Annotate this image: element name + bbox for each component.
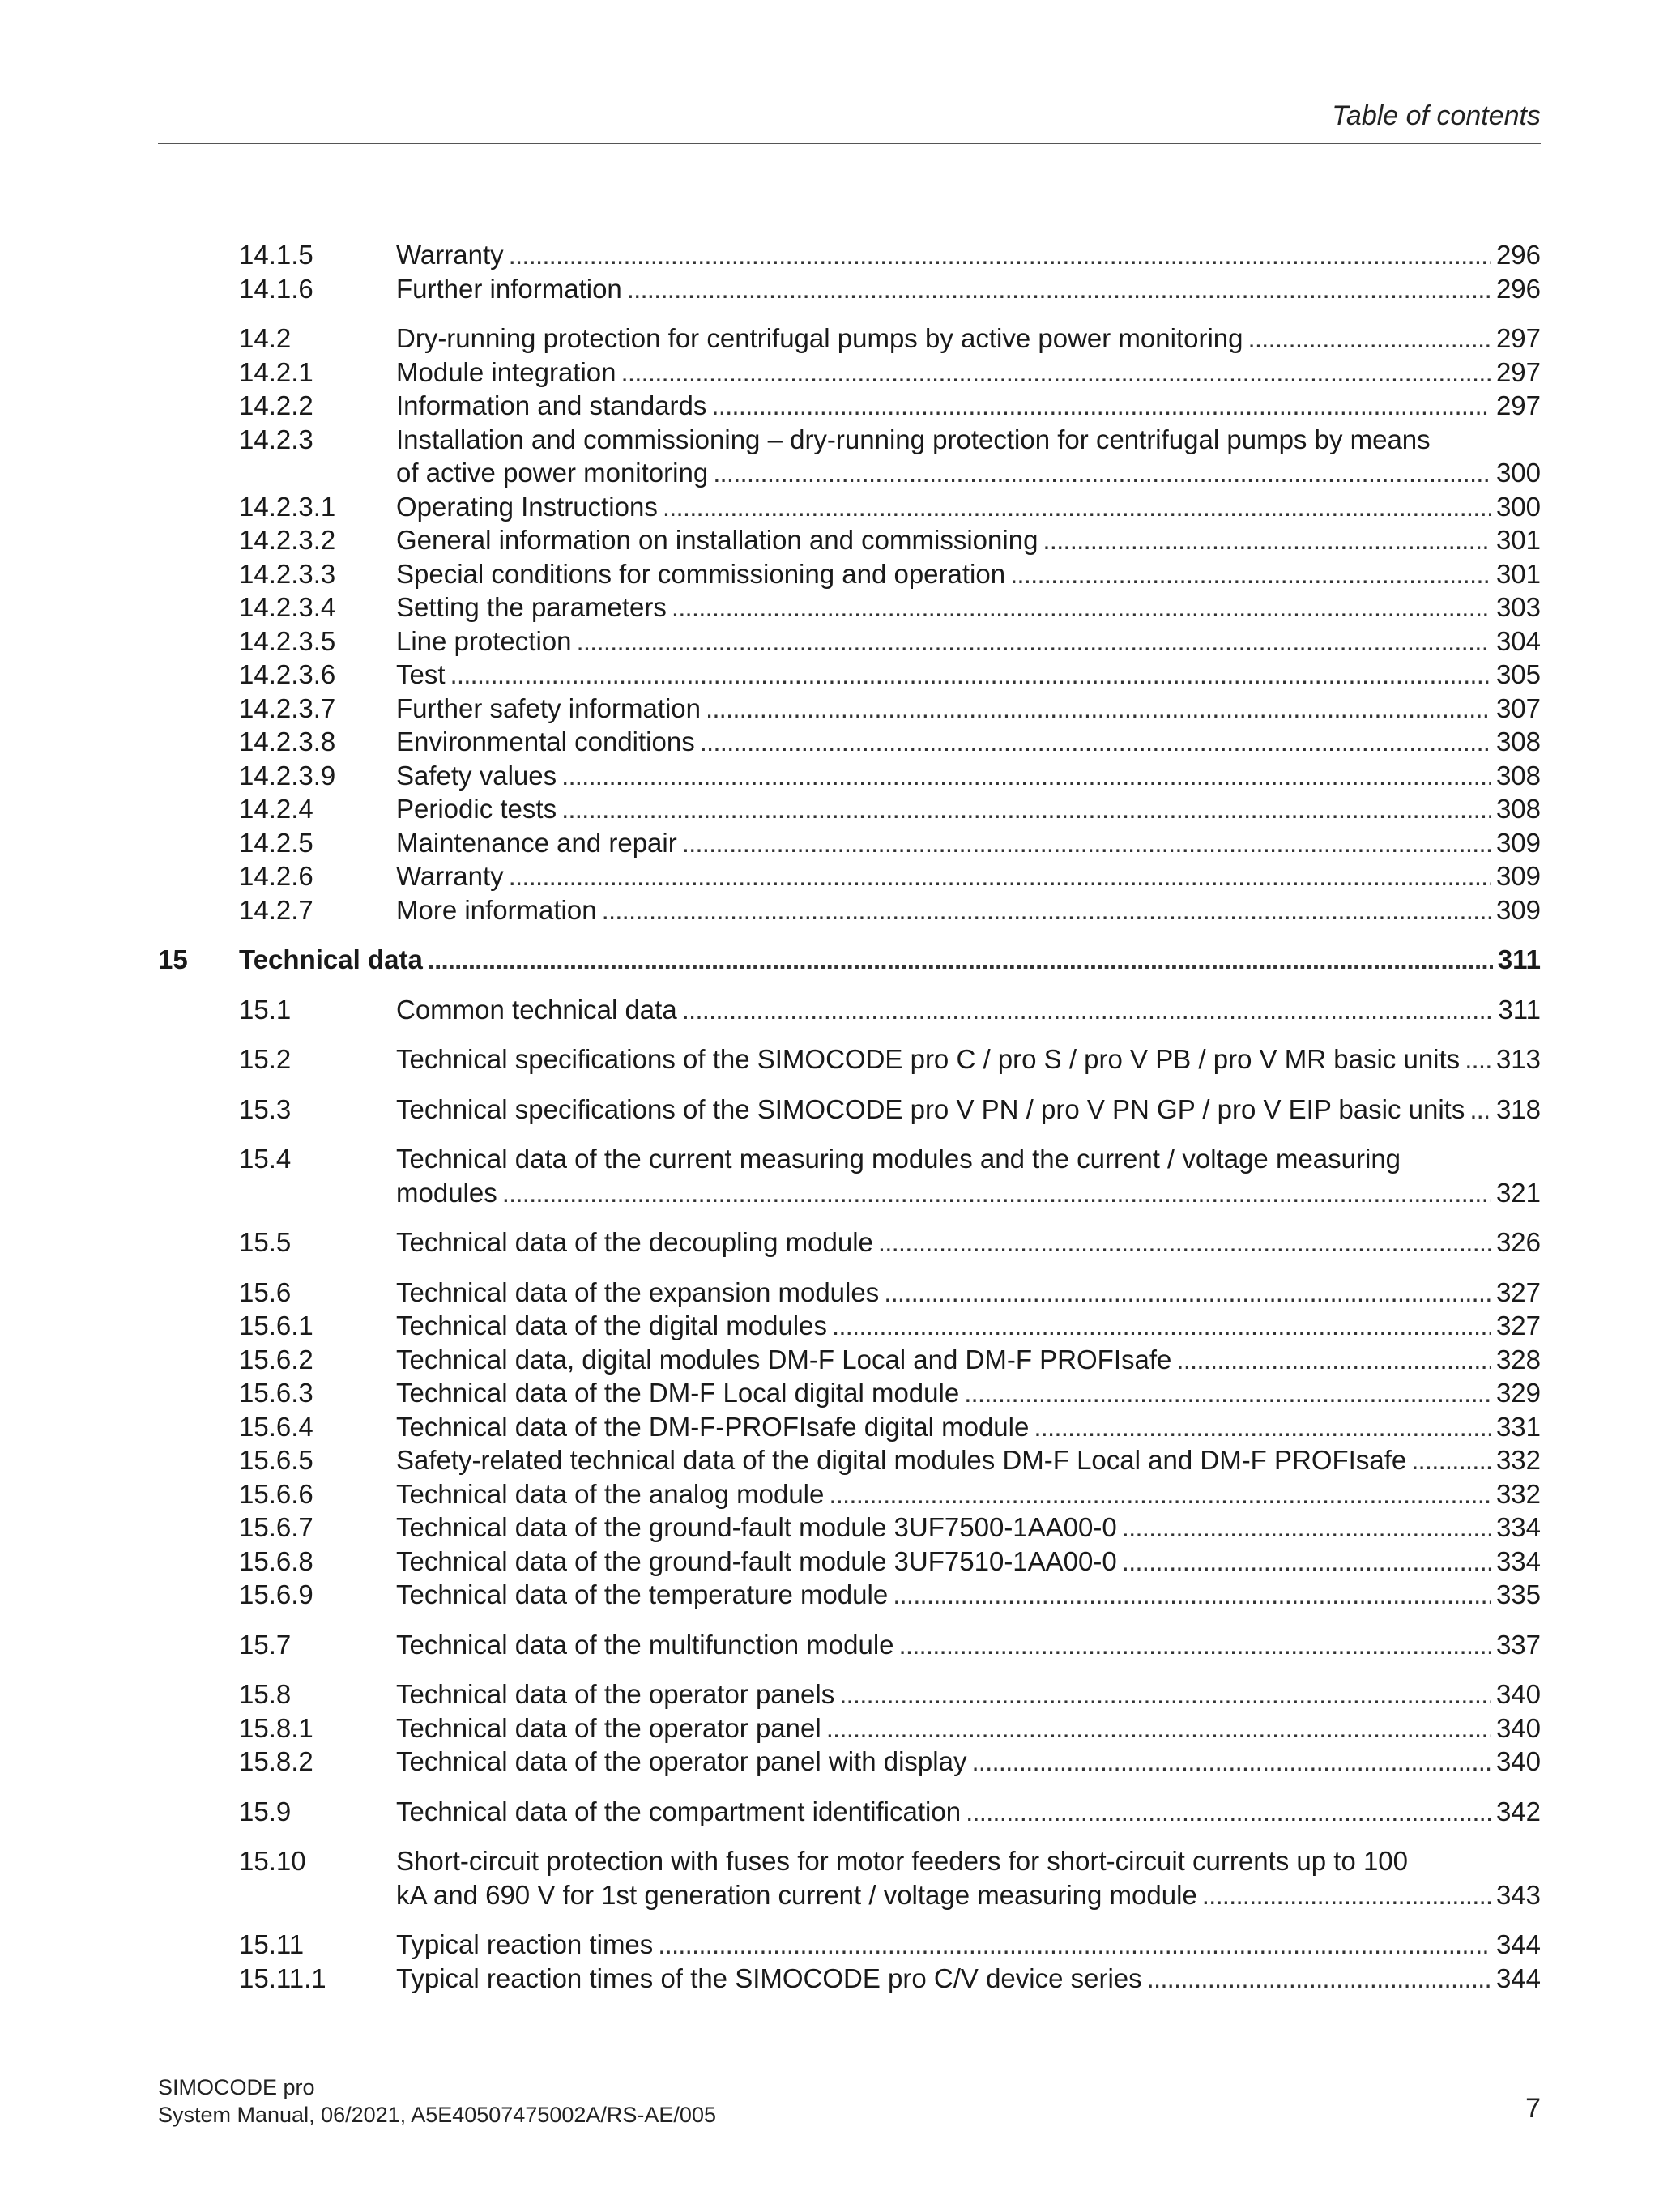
toc-entry[interactable] [158,1745,1541,1779]
toc-entry-page: 329 [1495,1378,1541,1408]
toc-entry-title: Dry-running protection for centrifugal pumps by active power monitoring [396,323,1243,353]
header-title: Table of contents [1332,100,1541,131]
toc-entry-title: Setting the parameters [396,592,667,622]
toc-entry-number: 15.6.9 [239,1579,313,1609]
toc-chapter-entry[interactable] [158,943,1541,977]
toc-entry-title: Technical data of the operator panel with display [396,1746,967,1776]
toc-entry-page: 335 [1495,1579,1541,1609]
toc-entry[interactable] [158,1376,1541,1410]
toc-entry-page: 297 [1495,323,1541,353]
toc-entry[interactable] [158,1711,1541,1745]
toc-entry-title: Environmental conditions [396,727,695,757]
toc-entry-page: 309 [1495,861,1541,891]
toc-entry-number: 14.2.3.5 [239,625,336,656]
toc-entry[interactable] [158,1142,1541,1209]
toc-entry-page: 327 [1495,1311,1541,1340]
toc-entry-number: 14.2.5 [239,827,313,858]
toc-entry-title: Further information [396,273,622,304]
toc-entry-page: 300 [1495,491,1541,522]
toc-entry[interactable] [158,859,1541,893]
toc-entry-page: 309 [1495,827,1541,858]
toc-entry-number: 14.2.3.6 [239,659,336,689]
toc-entry[interactable] [158,238,1541,272]
toc-entry-number: 15.1 [239,994,292,1025]
toc-entry-title: Special conditions for commissioning and operation [396,558,1006,589]
toc-entry-page: 300 [1495,458,1541,488]
toc-entry-page: 337 [1495,1629,1541,1660]
toc-entry-page: 305 [1495,659,1541,689]
toc-entry-number: 14.2.3.7 [239,693,336,723]
footer-manual-info: System Manual, 06/2021, A5E40507475002A/RS-AE/005 [158,2103,716,2127]
toc-entry-number: 14.2.1 [239,356,313,387]
toc-entry-page: 304 [1495,625,1541,656]
toc-entry[interactable] [158,389,1541,423]
toc-chapter-page: 311 [1497,944,1541,974]
toc-entry-page: 340 [1495,1679,1541,1709]
toc-entry-page: 332 [1495,1445,1541,1475]
toc-entry-page: 301 [1495,525,1541,555]
toc-entry-title: Installation and commissioning – dry-running protection for centrifugal pumps by means [396,424,1431,454]
toc-entry[interactable] [158,1225,1541,1259]
header-rule [158,143,1541,144]
toc-entry-title: Periodic tests [396,794,557,824]
toc-entry[interactable] [158,1545,1541,1579]
toc-entry-title: Technical data of the ground-fault module 3UF7500-1AA00-0 [396,1512,1117,1542]
toc-entry-number: 14.2.3.1 [239,491,336,522]
toc-entry-page: 321 [1495,1177,1541,1208]
toc-entry[interactable] [158,272,1541,306]
toc-entry-number: 15.6.6 [239,1478,313,1509]
toc-entry-page: 297 [1495,356,1541,387]
toc-entry-title: Module integration [396,356,616,387]
toc-entry-title: More information [396,894,597,925]
toc-entry-number: 14.2.3.9 [239,760,336,791]
toc-entry-title: Technical data of the digital modules [396,1311,827,1340]
toc-entry-title-continued: of active power monitoring [396,458,709,488]
toc-entry-title: Technical specifications of the SIMOCODE pro C / pro S / pro V PB / pro V MR basic units [396,1044,1461,1074]
toc-entry-title: Test [396,659,446,689]
toc-entry[interactable] [158,1795,1541,1829]
toc-entry-title: Technical data of the compartment identification [396,1796,962,1826]
toc-entry-page: 343 [1495,1879,1541,1910]
toc-entry-number: 15.5 [239,1227,292,1257]
toc-entry-page: 313 [1495,1044,1541,1074]
toc-entry-number: 14.2.3.4 [239,592,336,622]
toc-entry-number: 15.6.1 [239,1311,313,1340]
toc-entry-number: 15.6.5 [239,1445,313,1475]
toc-entry-page: 326 [1495,1227,1541,1257]
toc-entry[interactable] [158,1093,1541,1127]
toc-entry-number: 15.10 [239,1846,306,1876]
toc-entry[interactable] [158,1443,1541,1477]
toc-entry[interactable] [158,322,1541,356]
toc-entry-title: Typical reaction times [396,1929,654,1959]
toc-entry-number: 14.2.7 [239,894,313,925]
toc-entry-number: 14.2.6 [239,861,313,891]
toc-entry-page: 301 [1495,558,1541,589]
toc-entry-page: 340 [1495,1746,1541,1776]
toc-entry-number: 15.8.1 [239,1712,313,1743]
toc-entry[interactable] [158,658,1541,692]
toc-entry-number: 15.11 [239,1929,305,1959]
toc-entry-title: Warranty [396,240,504,270]
toc-entry-title: Technical data of the ground-fault module 3UF7510-1AA00-0 [396,1545,1117,1576]
toc-entry-page: 334 [1495,1512,1541,1542]
toc-entry-page: 327 [1495,1276,1541,1307]
toc-entry[interactable] [158,1343,1541,1377]
toc-entry[interactable] [158,1410,1541,1444]
toc-entry-number: 15.9 [239,1796,292,1826]
toc-entry-number: 15.6.7 [239,1512,313,1542]
toc-entry-title: Technical data of the decoupling module [396,1227,873,1257]
toc-entry-page: 309 [1495,894,1541,925]
toc-entry-title: Technical data of the operator panels [396,1679,835,1709]
toc-entry-title: Safety-related technical data of the digital modules DM-F Local and DM-F PROFIsafe [396,1445,1407,1475]
toc-entry-number: 15.8 [239,1679,292,1709]
toc-entry-title: Technical data of the expansion modules [396,1276,880,1307]
toc-entry-title: Information and standards [396,390,707,420]
toc-entry-page: 308 [1495,727,1541,757]
toc-entry[interactable] [158,1628,1541,1662]
toc-entry-number: 15.3 [239,1093,292,1124]
toc-entry-page: 318 [1495,1093,1541,1124]
toc-entry-page: 307 [1495,693,1541,723]
toc-chapter-number: 15 [158,944,188,974]
toc-entry-number: 14.2.3.8 [239,727,336,757]
toc-entry[interactable] [158,1309,1541,1343]
toc-entry[interactable] [158,624,1541,658]
toc-entry-title: Technical data of the analog module [396,1478,825,1509]
toc-entry[interactable] [158,1276,1541,1310]
toc-entry-number: 15.6.2 [239,1344,313,1375]
toc-entry-title: Technical specifications of the SIMOCODE pro V PN / pro V PN GP / pro V EIP basic units [396,1093,1465,1124]
toc-entry-number: 14.2.2 [239,390,313,420]
toc-entry-title: Technical data of the DM-F Local digital module [396,1378,960,1408]
toc-entry[interactable] [158,893,1541,927]
toc-entry[interactable] [158,725,1541,759]
toc-entry[interactable] [158,1578,1541,1612]
toc-entry-page: 296 [1495,273,1541,304]
toc-entry-number: 14.1.5 [239,240,313,270]
toc-entry[interactable] [158,792,1541,826]
toc-entry-number: 15.2 [239,1044,292,1074]
toc-entry-number: 14.1.6 [239,273,313,304]
toc-entry-title: Technical data of the operator panel [396,1712,821,1743]
toc-entry-page: 344 [1495,1929,1541,1959]
toc-entry-title: Maintenance and repair [396,827,677,858]
toc-entry[interactable] [158,1928,1541,1962]
toc-entry-number: 15.6 [239,1276,292,1307]
toc-entry-number: 14.2.3.3 [239,558,336,589]
toc-entry-title: Technical data, digital modules DM-F Local and DM-F PROFIsafe [396,1344,1172,1375]
toc-entry-page: 308 [1495,794,1541,824]
footer-product: SIMOCODE pro [158,2075,315,2099]
toc-entry[interactable] [158,759,1541,793]
toc-entry[interactable] [158,423,1541,490]
toc-entry[interactable] [158,1511,1541,1545]
toc-entry-page: 344 [1495,1963,1541,1993]
toc-entry[interactable] [158,692,1541,726]
toc-entry-number: 15.6.4 [239,1411,313,1442]
toc-entry[interactable] [158,1844,1541,1912]
toc-entry-page: 328 [1495,1344,1541,1375]
toc-entry-title: Technical data of the temperature module [396,1579,889,1609]
toc-entry-title: Technical data of the current measuring modules and the current / voltage measuring [396,1144,1401,1174]
toc-entry-title-continued: modules [396,1177,497,1208]
toc-entry-number: 14.2.3.2 [239,525,336,555]
toc-entry[interactable] [158,590,1541,624]
toc-entry[interactable] [158,490,1541,524]
toc-entry-title: Line protection [396,625,572,656]
toc-entry[interactable] [158,1477,1541,1511]
toc-entry-number: 15.8.2 [239,1746,313,1776]
toc-entry-page: 342 [1495,1796,1541,1826]
toc-entry-number: 15.6.8 [239,1545,313,1576]
toc-entry-page: 332 [1495,1478,1541,1509]
toc-entry-page: 303 [1495,592,1541,622]
toc-entry-number: 14.2.3 [239,424,313,454]
toc-entry[interactable] [158,523,1541,557]
toc-entry[interactable] [158,993,1541,1027]
toc-chapter-title: Technical data [239,944,423,974]
page-number: 7 [1525,2093,1541,2124]
toc-entry-title: General information on installation and commissioning [396,525,1038,555]
toc-entry-number: 15.6.3 [239,1378,313,1408]
toc-entry-title: Safety values [396,760,557,791]
toc-entry-page: 334 [1495,1545,1541,1576]
toc-entry-number: 14.2 [239,323,292,353]
toc-entry-number: 15.11.1 [239,1963,326,1993]
table-of-contents [158,238,1541,1995]
toc-entry[interactable] [158,1962,1541,1996]
toc-entry-title: Warranty [396,861,504,891]
toc-entry[interactable] [158,557,1541,591]
toc-entry-title: Short-circuit protection with fuses for motor feeders for short-circuit currents up to 100 [396,1846,1409,1876]
toc-entry-page: 297 [1495,390,1541,420]
toc-entry-title: Technical data of the DM-F-PROFIsafe digital module [396,1411,1030,1442]
toc-entry-page: 296 [1495,240,1541,270]
toc-entry[interactable] [158,1677,1541,1711]
toc-entry-title: Technical data of the multifunction module [396,1629,894,1660]
toc-entry-title: Common technical data [396,994,677,1025]
toc-entry-title-continued: kA and 690 V for 1st generation current / voltage measuring module [396,1879,1197,1910]
toc-entry[interactable] [158,1042,1541,1076]
toc-entry-page: 340 [1495,1712,1541,1743]
toc-entry[interactable] [158,826,1541,860]
toc-entry-number: 15.7 [239,1629,292,1660]
toc-entry-page: 331 [1495,1411,1541,1442]
toc-entry-title: Operating Instructions [396,491,658,522]
toc-entry-title: Typical reaction times of the SIMOCODE pro C/V device series [396,1963,1142,1993]
toc-entry-page: 308 [1495,760,1541,791]
toc-entry-page: 311 [1498,994,1541,1025]
toc-entry-number: 14.2.4 [239,794,313,824]
toc-entry[interactable] [158,356,1541,390]
toc-entry-title: Further safety information [396,693,701,723]
toc-entry-number: 15.4 [239,1144,292,1174]
